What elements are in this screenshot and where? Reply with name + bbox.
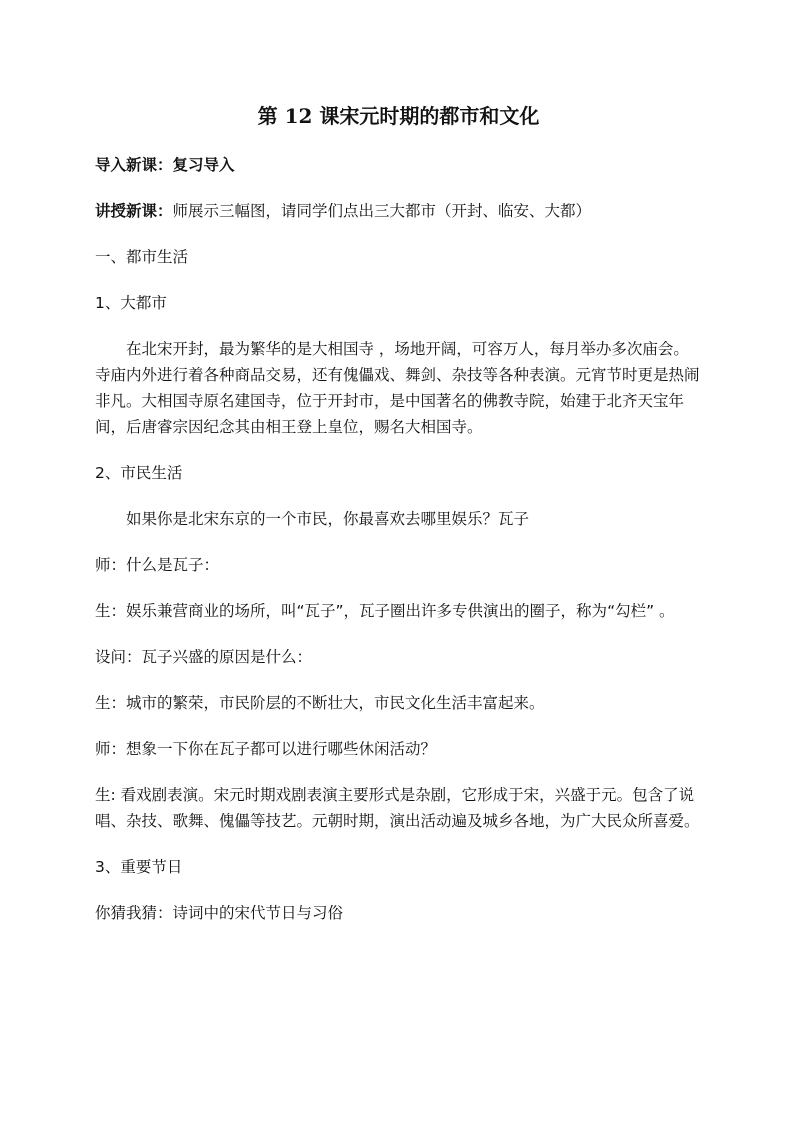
subheading-festivals: 3、重要节日 (95, 858, 183, 876)
lecture-text: 师展示三幅图，请同学们点出三大都市（开封、临安、大都） (172, 202, 592, 220)
dialogue-line: 设问：瓦子兴盛的原因是什么： (95, 648, 313, 666)
intro-text: 复习导入 (172, 156, 235, 174)
dialogue-line: 师：什么是瓦子： (95, 556, 220, 574)
lecture-line (95, 198, 702, 224)
subheading-big-city: 1、大都市 (95, 294, 167, 312)
subheading-citizen-life: 2、市民生活 (95, 464, 183, 482)
dialogue-line: 生: 看戏剧表演。宋元时期戏剧表演主要形式是杂剧，它形成于宋，兴盛于元。包含了说唱、杂技、歌舞、傀儡等技艺。元朝时期，演出活动遍及城乡各地，为广大民众所喜爱。 (95, 786, 700, 830)
intro-label: 导入新课： (95, 156, 173, 174)
lecture-label: 讲授新课： (95, 202, 173, 220)
dialogue-line: 生：娱乐兼营商业的场所，叫“瓦子”，瓦子圈出许多专供演出的圈子，称为“勾栏” 。 (95, 602, 675, 620)
intro-line (95, 152, 702, 178)
question-wazi: 如果你是北宋东京的一个市民，你最喜欢去哪里娱乐？瓦子 (126, 510, 530, 528)
dialogue-line: 师：想象一下你在瓦子都可以进行哪些休闲活动？ (95, 740, 437, 758)
section-heading-urban-life: 一、都市生活 (95, 248, 189, 266)
festival-guess-line: 你猜我猜：诗词中的宋代节日与习俗 (95, 904, 344, 922)
page-title: 第 12 课宋元时期的都市和文化 (257, 104, 540, 128)
paragraph-xiangguo-temple: 在北宋开封，最为繁华的是大相国寺 ，场地开阔，可容万人，每月举办多次庙会。寺庙内外进行着各种商品交易，还有傀儡戏、舞剑、杂技等各种表演。元宵节时更是热闹非凡。大相国寺原名建国寺，位于开封市，是中国著名的佛教寺院，始建于北齐天宝年间，后唐睿宗因纪念其由相王登上皇位，赐名大相国寺。 (95, 340, 700, 436)
dialogue-line: 生：城市的繁荣，市民阶层的不断壮大，市民文化生活丰富起来。 (95, 694, 545, 712)
